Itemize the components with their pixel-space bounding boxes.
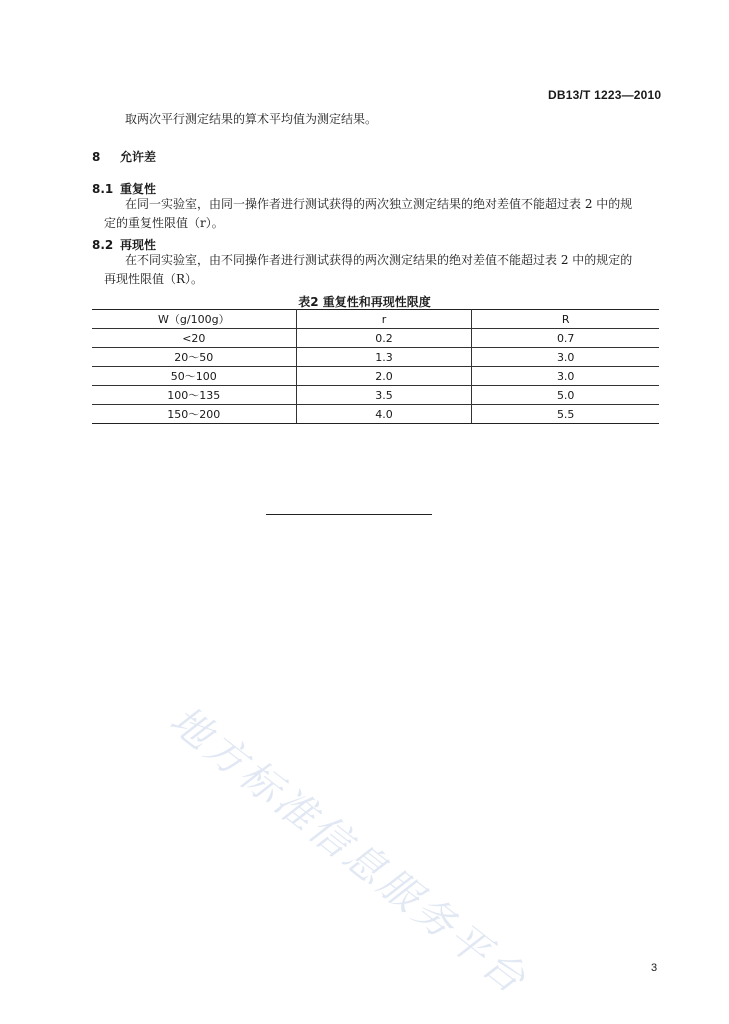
section-8-1-heading bbox=[92, 180, 156, 197]
table-cell: 50～100 bbox=[92, 367, 296, 386]
limits-table bbox=[92, 309, 659, 424]
table-cell: 0.2 bbox=[296, 329, 472, 348]
table-cell: 3.0 bbox=[472, 367, 659, 386]
table-cell: 20～50 bbox=[92, 348, 296, 367]
table-row bbox=[92, 348, 659, 367]
column-header-r: r bbox=[296, 310, 472, 329]
table-cell: 4.0 bbox=[296, 405, 472, 424]
table-row bbox=[92, 367, 659, 386]
table-cell: 150～200 bbox=[92, 405, 296, 424]
section-8-2-number: 8.2 bbox=[92, 238, 114, 252]
section-8-1-text-line1: 在同一实验室，由同一操作者进行测试获得的两次独立测定结果的绝对差值不能超过表 2 中的规 bbox=[125, 197, 633, 211]
section-8-number: 8 bbox=[92, 150, 101, 164]
section-8-heading bbox=[92, 148, 156, 165]
section-8-1-number: 8.1 bbox=[92, 182, 114, 196]
table-cell: 2.0 bbox=[296, 367, 472, 386]
end-of-text-rule bbox=[266, 514, 432, 515]
section-8-2-text-line2: 再现性限值（R）。 bbox=[104, 272, 204, 286]
section-8-2-text-line1: 在不同实验室，由不同操作者进行测试获得的两次测定结果的绝对差值不能超过表 2 中的规定的 bbox=[125, 253, 633, 267]
section-8-1-title: 重复性 bbox=[120, 182, 157, 196]
table-cell: 0.7 bbox=[472, 329, 659, 348]
table-cell: 100～135 bbox=[92, 386, 296, 405]
table-row bbox=[92, 405, 659, 424]
table-header-row bbox=[92, 310, 659, 329]
intro-paragraph: 取两次平行测定结果的算术平均值为测定结果。 bbox=[125, 112, 378, 126]
table-row bbox=[92, 386, 659, 405]
section-8-2-heading bbox=[92, 236, 156, 253]
section-8-1-text-line2: 定的重复性限值（r）。 bbox=[104, 216, 224, 230]
table-cell: <20 bbox=[92, 329, 296, 348]
table-row bbox=[92, 329, 659, 348]
page-number: 3 bbox=[651, 962, 658, 974]
watermark: 地方标准信息服务平台 bbox=[161, 697, 537, 1005]
table-cell: 3.5 bbox=[296, 386, 472, 405]
table-cell: 1.3 bbox=[296, 348, 472, 367]
table-cell: 5.5 bbox=[472, 405, 659, 424]
section-8-title: 允许差 bbox=[120, 150, 157, 164]
table-cell: 5.0 bbox=[472, 386, 659, 405]
document-code: DB13/T 1223—2010 bbox=[548, 88, 662, 102]
column-header-w: W（g/100g） bbox=[92, 310, 296, 329]
table-title: 表2 重复性和再现性限度 bbox=[298, 295, 431, 309]
table-cell: 3.0 bbox=[472, 348, 659, 367]
column-header-R: R bbox=[472, 310, 659, 329]
section-8-2-title: 再现性 bbox=[120, 238, 157, 252]
